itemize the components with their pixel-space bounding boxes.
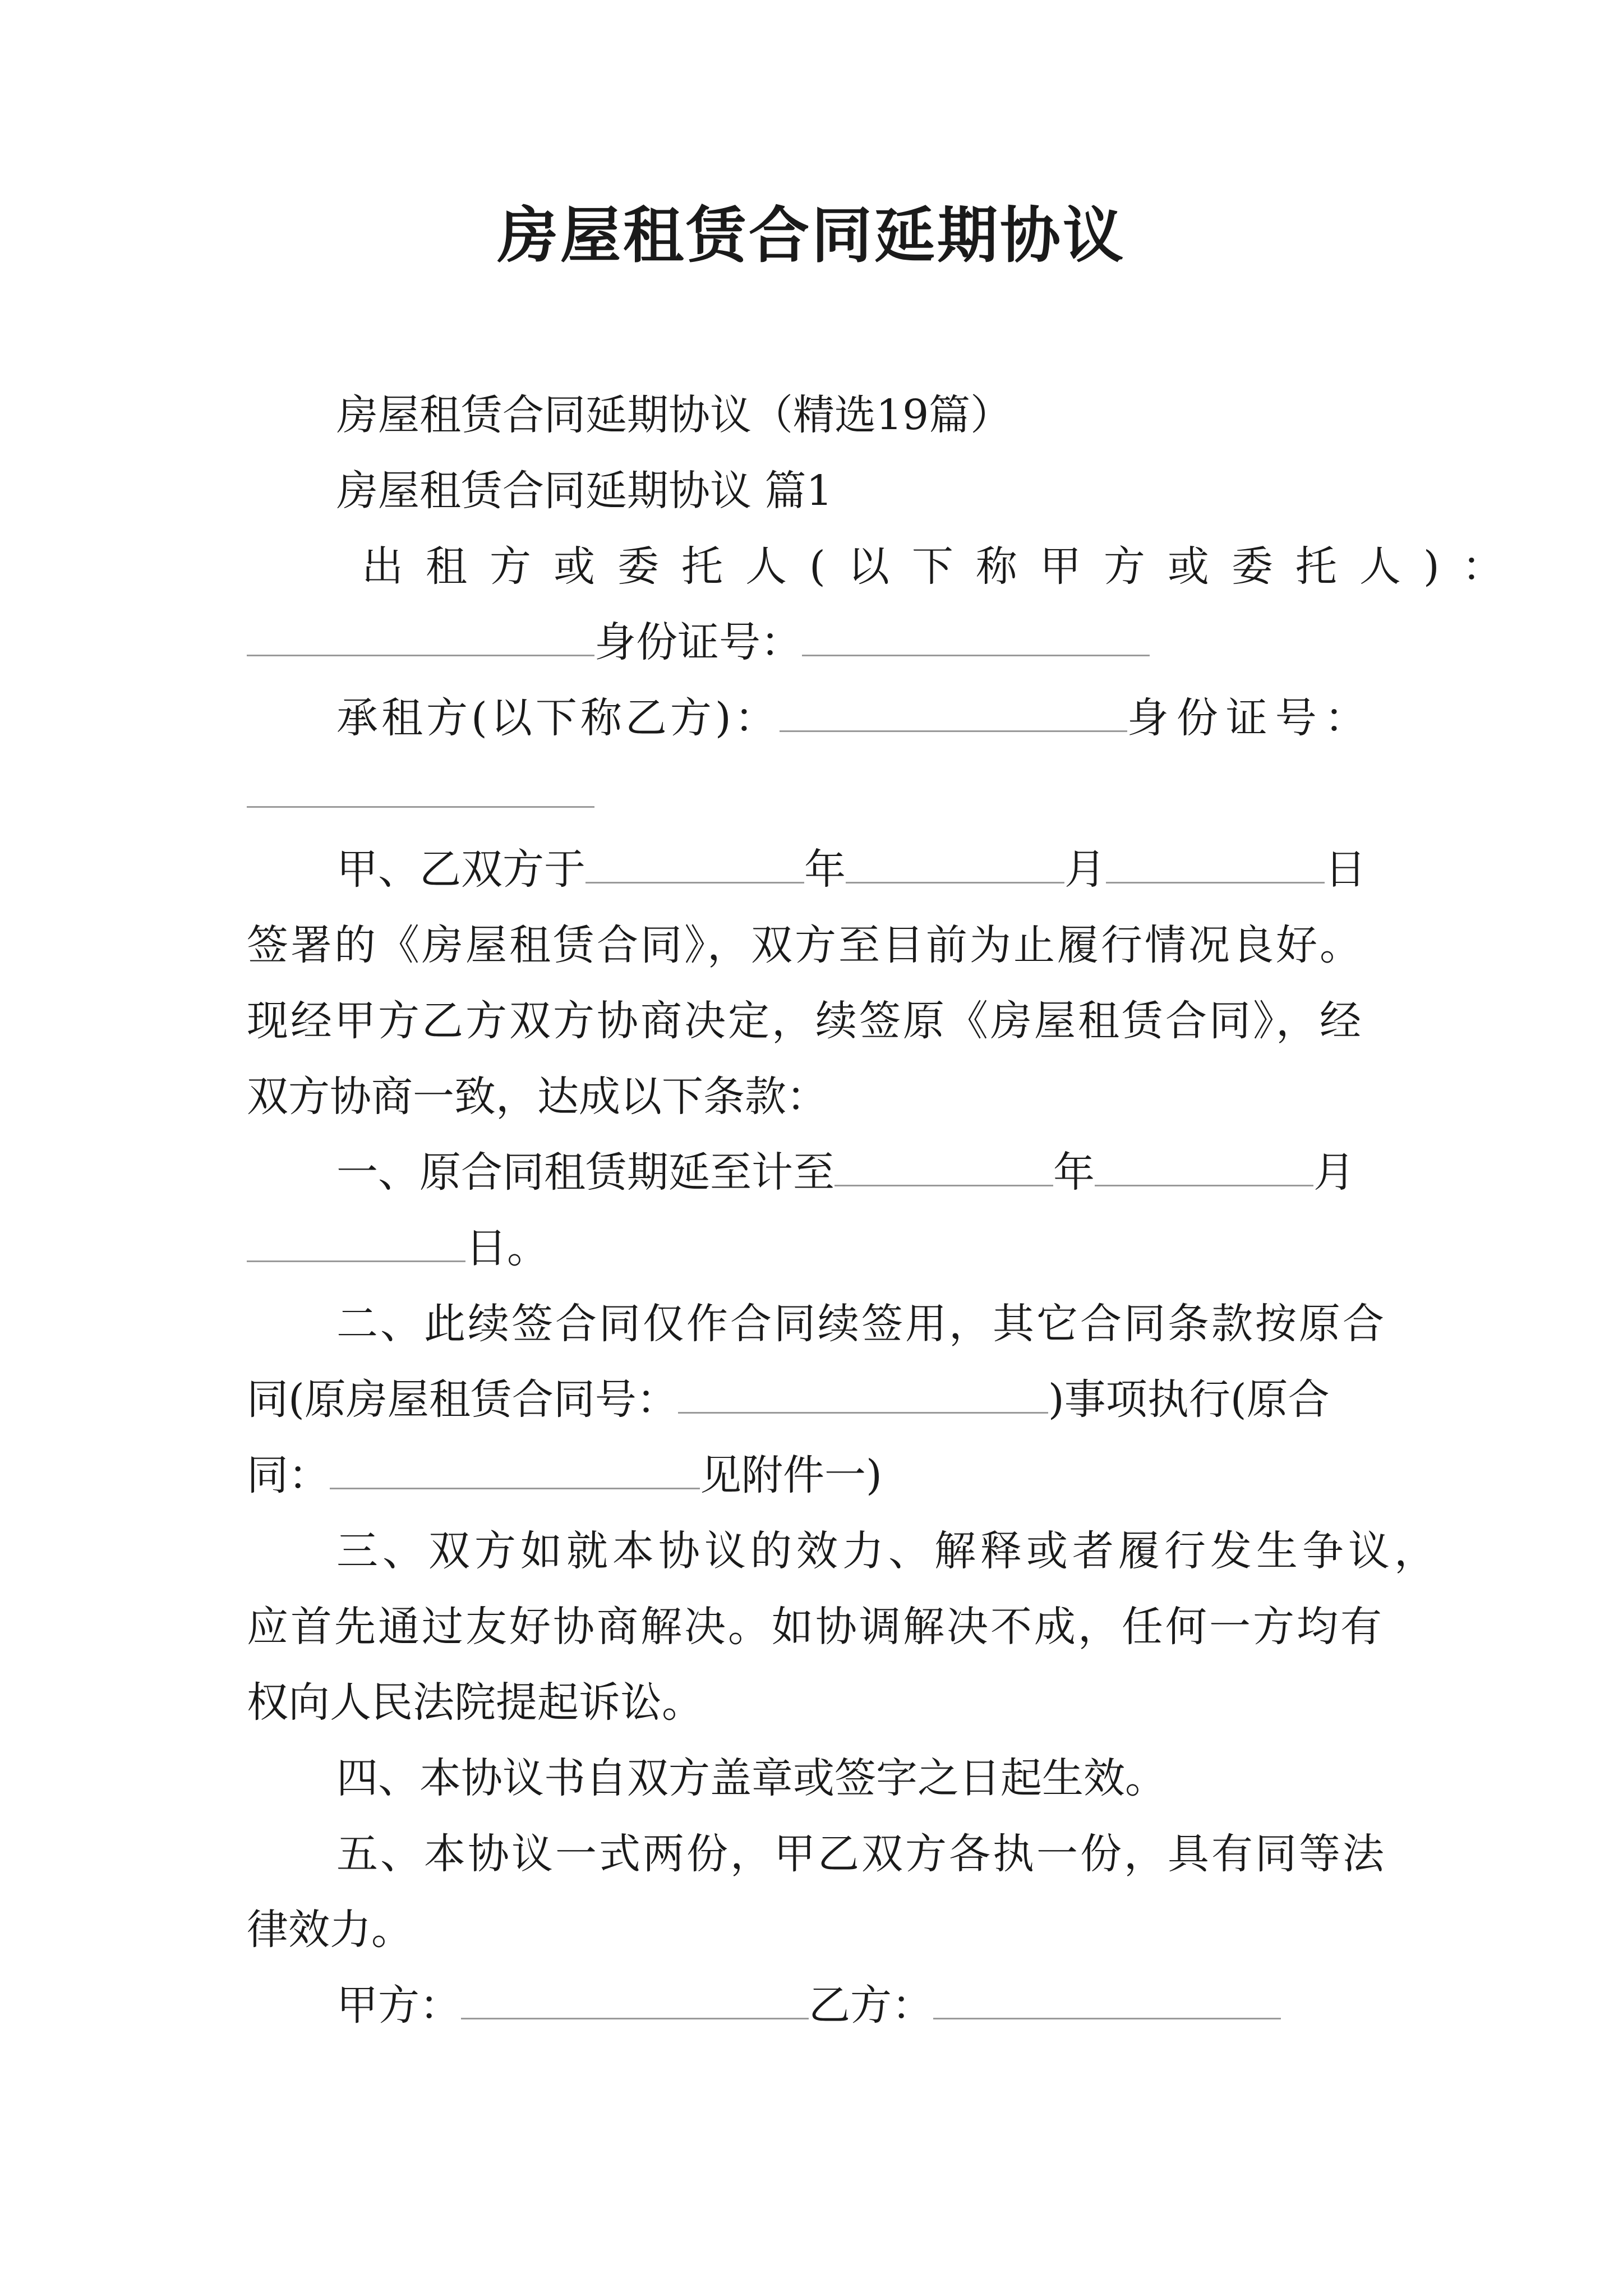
para1-line3: 现经甲方乙方双方协商决定，续签原《房屋租赁合同》，经 <box>247 997 1363 1045</box>
clause2-line3 <box>247 1447 1481 1503</box>
clause2-line2 <box>247 1372 1481 1428</box>
clause2-line3-end: 见附件一) <box>700 1451 882 1499</box>
lessee-name-blank <box>780 690 1127 732</box>
clause4: 四、本协议书自双方盖章或签字之日起生效。 <box>336 1754 1166 1802</box>
document-subtitle: 房屋租赁合同延期协议（精选19篇） <box>336 391 1012 439</box>
clause2-line3-start: 同： <box>247 1451 330 1499</box>
month-label-1: 月 <box>1064 845 1106 894</box>
extend-year-blank <box>834 1144 1053 1186</box>
signature-row <box>336 1977 1570 2033</box>
lessee-id-label: 身份证号： <box>1127 694 1374 742</box>
para1-line4: 双方协商一致，达成以下条款： <box>247 1073 828 1121</box>
section-heading: 房屋租赁合同延期协议 篇1 <box>336 467 833 515</box>
party-b-label: 乙方： <box>809 1981 933 2030</box>
extend-day-blank <box>247 1220 465 1262</box>
sign-month-blank <box>846 841 1064 884</box>
clause3-line1: 三、双方如就本协议的效力、解释或者履行发生争议， <box>336 1527 1440 1575</box>
year-label-2: 年 <box>1053 1148 1095 1197</box>
party-a-blank <box>461 1977 809 2019</box>
party-a-label: 甲方： <box>336 1981 461 2030</box>
lessee-id-blank <box>247 766 594 808</box>
extend-month-blank <box>1095 1144 1313 1186</box>
para1-line2: 签署的《房屋租赁合同》，双方至目前为止履行情况良好。 <box>247 921 1363 969</box>
lessor-id-label: 身份证号： <box>594 618 802 666</box>
clause2-line2-start: 同(原房屋租赁合同号： <box>247 1375 678 1424</box>
clause5-line2: 律效力。 <box>247 1906 413 1954</box>
clause1-line1 <box>336 1144 1570 1200</box>
lessor-id-row <box>247 614 1481 670</box>
clause1-start: 一、原合同租赁期延至计至 <box>336 1148 834 1197</box>
lessee-id-row <box>247 766 639 822</box>
clause3-line3: 权向人民法院提起诉讼。 <box>247 1678 703 1727</box>
lessee-row <box>336 690 1570 746</box>
clause2-line2-end: )事项执行(原合 <box>1048 1375 1330 1424</box>
document-title: 房屋租赁合同延期协议 <box>497 200 1126 271</box>
month-label-2: 月 <box>1313 1148 1355 1197</box>
year-label-1: 年 <box>804 845 846 894</box>
party-b-blank <box>933 1977 1281 2019</box>
clause3-line2: 应首先通过友好协商解决。如协调解决不成，任何一方均有 <box>247 1603 1384 1651</box>
clause1-line2 <box>247 1220 808 1276</box>
lessor-label: 出租方或委托人(以下称甲方或委托人)： <box>362 542 1526 591</box>
original-contract-no-blank <box>678 1372 1048 1414</box>
clause1-end: 日。 <box>465 1224 548 1272</box>
lessor-name-blank <box>247 614 594 656</box>
clause2-line1: 二、此续签合同仅作合同续签用，其它合同条款按原合 <box>336 1300 1386 1348</box>
original-contract-blank <box>330 1447 700 1489</box>
lessee-label: 承租方(以下称乙方)： <box>336 694 780 742</box>
sign-day-blank <box>1106 841 1325 884</box>
clause5-line1: 五、本协议一式两份，甲乙双方各执一份，具有同等法 <box>336 1830 1386 1878</box>
para1-start: 甲、乙双方于 <box>336 845 585 894</box>
day-label-1: 日 <box>1325 845 1366 894</box>
sign-year-blank <box>585 841 804 884</box>
lessor-id-blank <box>802 614 1150 656</box>
para1-line1 <box>336 841 1570 898</box>
